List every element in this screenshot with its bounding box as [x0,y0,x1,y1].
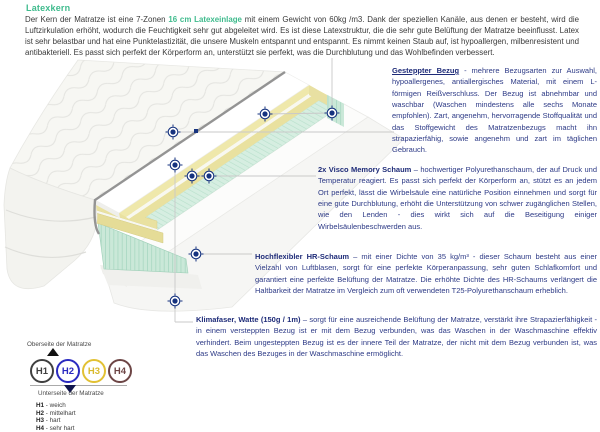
legend-row-h4 [36,425,76,432]
callout-cover [392,65,597,156]
legend-h3-label: hart [49,417,61,425]
legend-h1-label: weich [49,402,66,409]
intro-highlight: 16 cm Latexeinlage [168,15,242,24]
callout-visco-title: 2x Visco Memory Schaum [318,165,412,174]
legend-sep: - [44,424,50,432]
arrow-up-icon [47,348,59,356]
callout-klimafaser [196,314,597,359]
legend-sep: - [44,417,50,425]
legend-sep: - [44,409,50,417]
callout-visco-body: – hochwertiger Polyurethanschaum, der auf Druck und Temperatur reagiert. Es passt sich perfekt der Körperform an, stützt es an jedem Ort perfekt, lässt die Wirbelsäule eine natürliche Position einnehmen und sorgt für eine gute Durchblutung, erhöht die Unterstützung von schwer zugänglichen Stellen, wie den Lenden - dies wirkt sich auf die Beseitigung einiger Wirbelsäulenbeschwerden aus. [318,165,598,231]
mattress-topside-label: Oberseite der Matratze [27,341,92,348]
page-title: Latexkern [26,3,71,13]
intro-paragraph [25,14,579,58]
hardness-scale [30,359,132,383]
callout-visco [318,164,597,232]
legend-sep: - [44,402,50,409]
legend-h2-label: mittelhart [49,409,76,417]
legend-h4-label: sehr hart [49,424,75,432]
callout-hr-foam-title: Hochflexibler HR-Schaum [255,252,350,261]
hardness-legend [36,402,76,432]
cover-marker-square [194,129,198,133]
legend-row-h1 [36,402,76,410]
legend-h2-id: H2 [36,409,45,417]
mattress-underside-label: Unterseite der Matratze [38,390,104,397]
hardness-circle-h4: H4 [108,359,132,383]
legend-h1-id: H1 [36,402,45,409]
legend-row-h2 [36,410,76,418]
legend-row-h3 [36,417,76,425]
callout-klimafaser-body: – sorgt für eine ausreichende Belüftung der Matratze, verstärkt ihre Strapazierfähigkeit - in einem versteppten Bezug ist er mit dem Bezug verbunden, was das Waschen in der Waschmaschine effektiv verhindert. Beim ungesteppten Bezug ist es der innere Teil der Matratze, der nicht mit dem Bezug verbunden ist, was das Waschen des Bezuges in der Waschmaschine ermöglicht. [196,315,597,359]
callout-cover-body: - mehrere Bezugsarten zur Auswahl, hypoallergenes, antiallergisches Material, mit einem L-förmigen Reißverschluss. Der Bezug ist abnehmbar und waschbar (Waschen mindestens alle sechs Monate empfohlen). Zart, angenehm, hervorragende Stoffqualität und das Stoffgewicht des Matratzenbezugs macht ihn strapazierfähig, sowie angenehm und zart im täglichen Gebrauch. [392,66,597,155]
callout-hr-foam [255,251,597,296]
callout-cover-title: Gesteppter Bezug [392,66,460,75]
legend-h4-id: H4 [36,424,45,432]
hardness-circle-h3: H3 [82,359,106,383]
hardness-circle-h2: H2 [56,359,80,383]
intro-text-before: Der Kern der Matratze ist eine 7-Zonen [25,15,169,24]
hardness-baseline [30,385,127,386]
callout-klimafaser-title: Klimafaser, Watte (150g / 1m) [196,315,301,324]
legend-h3-id: H3 [36,417,45,425]
hardness-circle-h1: H1 [30,359,54,383]
callout-hr-foam-body: – mit einer Dichte von 35 kg/m³ - dieser Schaum besteht aus einer Vielzahl von Luftblasen, sorgt für eine perfekte Körperanpassung, sehr guten Schlafkomfort und garantiert eine perfekte Belüftung der Matratze. Die erhöhte Dichte des HR-Schaums verlängert die Haltbarkeit der Matratze im Vergleich zum oft verwendeten T25-Polyurethanschaum erheblich. [255,252,598,296]
intro-text-after: mit einem Gewicht von 60kg /m3. Dank der speziellen Kanäle, aus denen er besteht, wird die Luftzirkulation erhöht, wodurch die Feuchtigkeit sehr gut abgeleitet wird. Es ist diese Latexstruktur, die die sehr gute Belüftung der Matratze beeinflusst. Latex ist sehr belastbar und hat eine Punktelastizität, die unsere Muskeln entspannt und entspannt. Es nimmt keinen Staub auf, ist hypoallergen, milbenresistent und antibakteriell. Es passt sich perfekt der Körperform an, unterstützt sie perfekt, was die Durchblutung und das Wohlbefinden verbessert. [25,15,580,58]
